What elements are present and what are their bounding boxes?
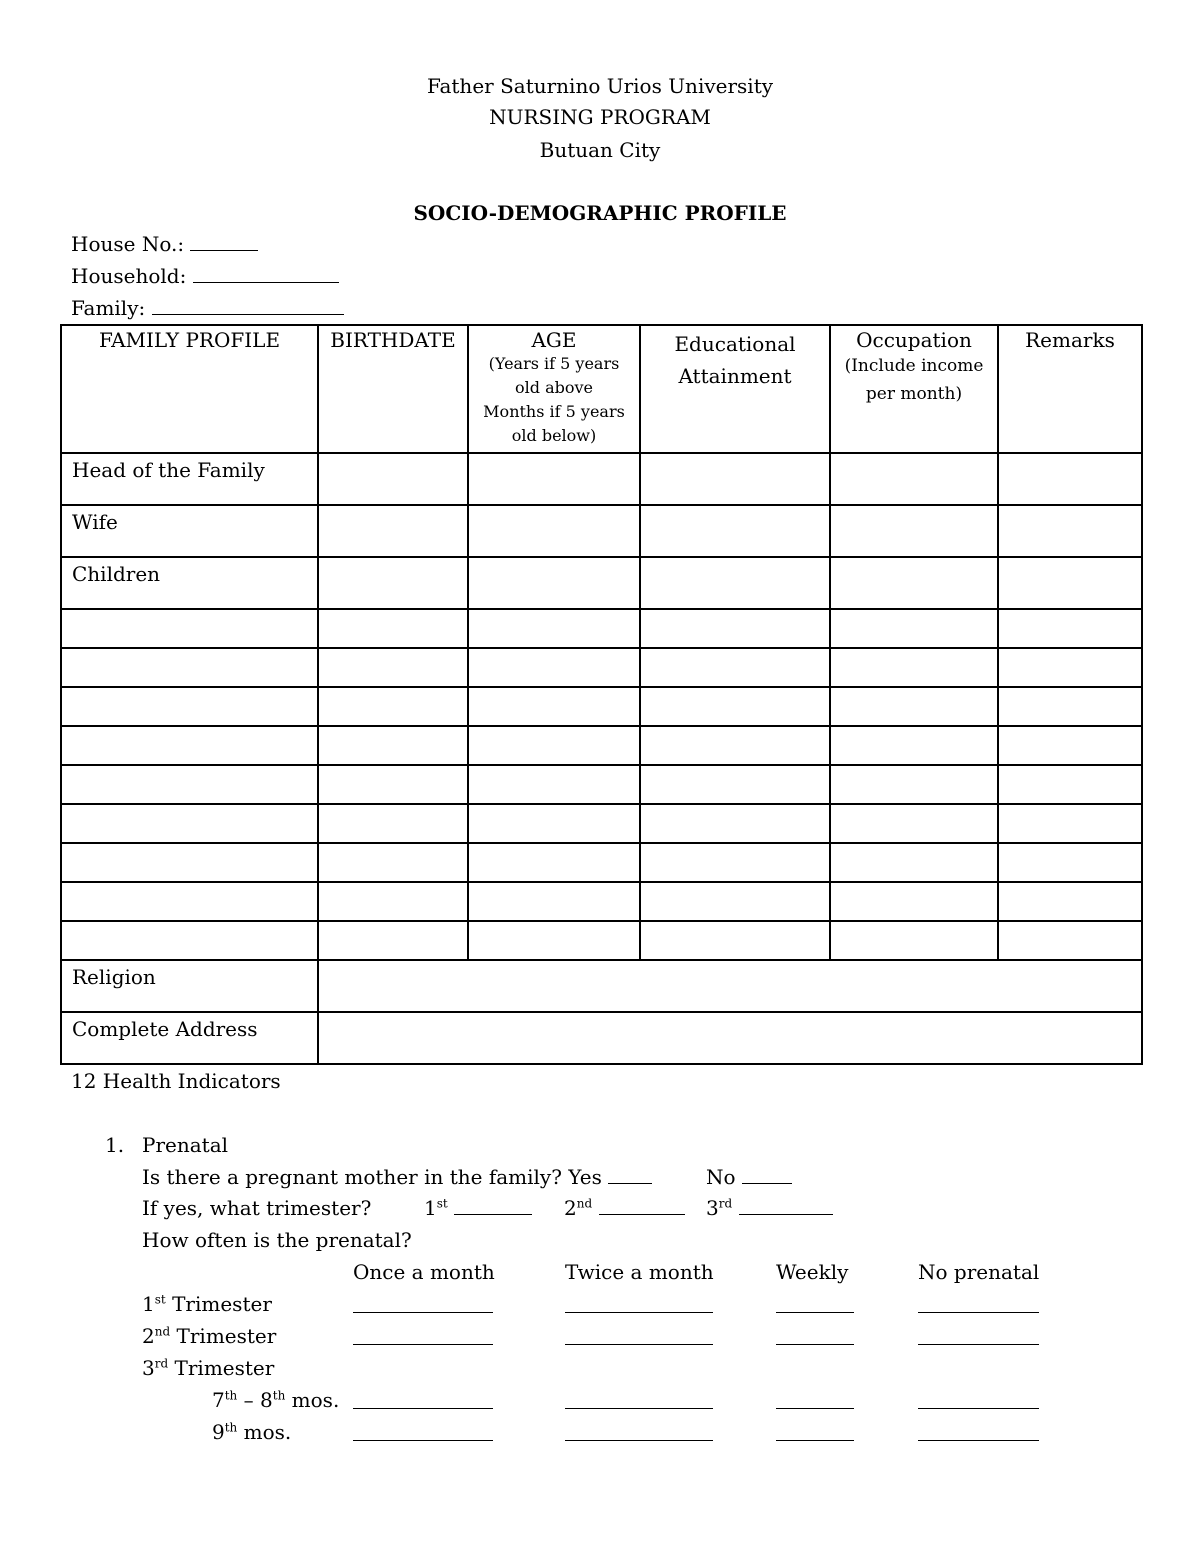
table-cell[interactable] xyxy=(318,505,468,557)
sup-nd: nd xyxy=(154,1324,171,1339)
table-cell[interactable] xyxy=(830,765,998,804)
blank-9-none[interactable] xyxy=(918,1422,1039,1441)
row-8-num: – 8 xyxy=(237,1388,273,1412)
table-cell[interactable] xyxy=(998,921,1142,960)
table-cell[interactable] xyxy=(998,557,1142,609)
row-7-num: 7 xyxy=(212,1388,225,1412)
yes-blank[interactable] xyxy=(608,1165,652,1184)
table-cell[interactable] xyxy=(318,921,468,960)
row-9-num: 9 xyxy=(212,1420,225,1444)
table-cell[interactable] xyxy=(640,648,830,687)
table-cell[interactable] xyxy=(318,882,468,921)
table-header-row xyxy=(61,325,1142,453)
blank-9-twice[interactable] xyxy=(565,1422,713,1441)
blank-1st-once[interactable] xyxy=(353,1294,493,1313)
row-head-label: Head of the Family xyxy=(61,453,318,505)
item-title: Prenatal xyxy=(142,1133,229,1157)
table-cell[interactable] xyxy=(998,505,1142,557)
table-cell[interactable] xyxy=(468,648,640,687)
indicators-title: 12 Health Indicators xyxy=(71,1069,281,1093)
col-once-month: Once a month xyxy=(353,1260,495,1284)
trimester-3rd-label: 3 xyxy=(706,1196,719,1220)
religion-cell[interactable] xyxy=(318,960,1142,1012)
family-field[interactable] xyxy=(71,296,344,320)
table-cell[interactable] xyxy=(640,726,830,765)
trimester-3rd xyxy=(706,1196,833,1220)
table-cell[interactable] xyxy=(998,453,1142,505)
table-cell[interactable] xyxy=(640,882,830,921)
row-9-suffix: mos. xyxy=(237,1420,292,1444)
table-cell[interactable] xyxy=(640,609,830,648)
household-label: Household: xyxy=(71,264,187,288)
item-number: 1. xyxy=(105,1133,125,1157)
table-row xyxy=(61,648,1142,687)
table-cell[interactable] xyxy=(468,609,640,648)
col-weekly: Weekly xyxy=(776,1260,849,1284)
table-cell[interactable] xyxy=(830,453,998,505)
pregnant-question xyxy=(142,1165,652,1189)
table-cell[interactable] xyxy=(61,804,318,843)
table-cell[interactable] xyxy=(468,843,640,882)
col-age-note-months: Months if 5 years old below) xyxy=(483,402,625,445)
table-row xyxy=(61,1012,1142,1064)
household-field[interactable] xyxy=(71,264,339,288)
col-occupation xyxy=(830,325,998,453)
table-cell[interactable] xyxy=(830,843,998,882)
table-cell[interactable] xyxy=(61,882,318,921)
row-address-label: Complete Address xyxy=(61,1012,318,1064)
table-cell[interactable] xyxy=(998,882,1142,921)
table-cell[interactable] xyxy=(830,609,998,648)
university-name: Father Saturnino Urios University xyxy=(426,74,774,98)
sup-st: st xyxy=(154,1292,166,1307)
col-age-label: AGE xyxy=(531,328,577,352)
col-no-prenatal: No prenatal xyxy=(918,1260,1040,1284)
table-cell[interactable] xyxy=(318,648,468,687)
trimester-2nd-label: 2 xyxy=(564,1196,577,1220)
trimester-2nd xyxy=(564,1196,685,1220)
table-cell[interactable] xyxy=(468,453,640,505)
row-1st-trimester xyxy=(142,1292,272,1316)
sup-th: th xyxy=(224,1420,238,1435)
col-age xyxy=(468,325,640,453)
table-cell[interactable] xyxy=(318,557,468,609)
row-religion-label: Religion xyxy=(61,960,318,1012)
family-label: Family: xyxy=(71,296,146,320)
blank-2nd-once[interactable] xyxy=(353,1326,493,1345)
table-cell[interactable] xyxy=(61,921,318,960)
table-cell[interactable] xyxy=(830,505,998,557)
frequency-question: How often is the prenatal? xyxy=(142,1228,412,1252)
table-cell[interactable] xyxy=(318,765,468,804)
table-cell[interactable] xyxy=(640,765,830,804)
table-cell[interactable] xyxy=(468,804,640,843)
table-cell[interactable] xyxy=(998,687,1142,726)
table-cell[interactable] xyxy=(998,804,1142,843)
blank-2nd-none[interactable] xyxy=(918,1326,1039,1345)
table-row xyxy=(61,557,1142,609)
trimester-3rd-blank[interactable] xyxy=(739,1196,833,1215)
table-cell[interactable] xyxy=(640,505,830,557)
table-cell[interactable] xyxy=(998,726,1142,765)
col-birthdate: BIRTHDATE xyxy=(318,325,468,453)
table-cell[interactable] xyxy=(998,609,1142,648)
trimester-1st xyxy=(424,1196,532,1220)
row-2nd-num: 2 xyxy=(142,1324,155,1348)
house-no-label: House No.: xyxy=(71,232,185,256)
col-twice-month: Twice a month xyxy=(565,1260,714,1284)
row-wife-label: Wife xyxy=(61,505,318,557)
table-row xyxy=(61,843,1142,882)
table-row xyxy=(61,960,1142,1012)
table-cell[interactable] xyxy=(61,726,318,765)
sup-rd: rd xyxy=(154,1356,169,1371)
row-children-label: Children xyxy=(61,557,318,609)
no-answer xyxy=(706,1165,792,1189)
row-7-8-months xyxy=(212,1388,339,1412)
form-title: SOCIO-DEMOGRAPHIC PROFILE xyxy=(413,201,787,225)
table-cell[interactable] xyxy=(318,726,468,765)
table-cell[interactable] xyxy=(830,882,998,921)
table-row xyxy=(61,609,1142,648)
table-row xyxy=(61,804,1142,843)
col-education: Educational Attainment xyxy=(640,325,830,453)
table-cell[interactable] xyxy=(468,882,640,921)
col-occupation-label: Occupation xyxy=(856,328,972,352)
table-cell[interactable] xyxy=(468,765,640,804)
address-cell[interactable] xyxy=(318,1012,1142,1064)
row-1st-num: 1 xyxy=(142,1292,155,1316)
house-no-blank[interactable] xyxy=(190,232,258,251)
sup-th: th xyxy=(224,1388,238,1403)
table-cell[interactable] xyxy=(468,726,640,765)
blank-1st-weekly[interactable] xyxy=(776,1294,854,1313)
blank-1st-twice[interactable] xyxy=(565,1294,713,1313)
table-cell[interactable] xyxy=(318,687,468,726)
row-3rd-label: Trimester xyxy=(174,1356,275,1380)
table-cell[interactable] xyxy=(468,921,640,960)
trimester-question: If yes, what trimester? xyxy=(142,1196,372,1220)
table-cell[interactable] xyxy=(640,843,830,882)
table-row xyxy=(61,882,1142,921)
table-cell[interactable] xyxy=(830,921,998,960)
row-3rd-trimester xyxy=(142,1356,274,1380)
trimester-1st-blank[interactable] xyxy=(454,1196,532,1215)
blank-78-once[interactable] xyxy=(353,1390,493,1409)
no-blank[interactable] xyxy=(742,1165,792,1184)
col-family-profile: FAMILY PROFILE xyxy=(61,325,318,453)
table-cell[interactable] xyxy=(998,648,1142,687)
blank-2nd-twice[interactable] xyxy=(565,1326,713,1345)
house-no-field[interactable] xyxy=(71,232,258,256)
table-cell[interactable] xyxy=(318,843,468,882)
row-7-8-suffix: mos. xyxy=(285,1388,340,1412)
blank-78-none[interactable] xyxy=(918,1390,1039,1409)
table-cell[interactable] xyxy=(830,687,998,726)
table-cell[interactable] xyxy=(468,557,640,609)
blank-78-twice[interactable] xyxy=(565,1390,713,1409)
row-1st-label: Trimester xyxy=(172,1292,272,1316)
table-cell[interactable] xyxy=(640,921,830,960)
sup-nd: nd xyxy=(576,1196,593,1211)
no-label: No xyxy=(706,1165,736,1189)
table-cell[interactable] xyxy=(318,609,468,648)
blank-1st-none[interactable] xyxy=(918,1294,1039,1313)
table-cell[interactable] xyxy=(318,804,468,843)
table-cell[interactable] xyxy=(640,453,830,505)
household-blank[interactable] xyxy=(193,264,339,283)
table-row xyxy=(61,453,1142,505)
col-occupation-note: (Include income per month) xyxy=(844,356,984,404)
sup-st: st xyxy=(436,1196,448,1211)
row-3rd-num: 3 xyxy=(142,1356,155,1380)
city-name: Butuan City xyxy=(539,138,661,162)
table-row xyxy=(61,921,1142,960)
blank-9-weekly[interactable] xyxy=(776,1422,854,1441)
table-cell[interactable] xyxy=(830,648,998,687)
table-cell[interactable] xyxy=(998,765,1142,804)
blank-78-weekly[interactable] xyxy=(776,1390,854,1409)
trimester-2nd-blank[interactable] xyxy=(599,1196,685,1215)
table-cell[interactable] xyxy=(318,453,468,505)
sup-th: th xyxy=(272,1388,286,1403)
trimester-1st-label: 1 xyxy=(424,1196,437,1220)
table-cell[interactable] xyxy=(61,609,318,648)
table-cell[interactable] xyxy=(640,804,830,843)
table-cell[interactable] xyxy=(998,843,1142,882)
table-cell[interactable] xyxy=(61,843,318,882)
table-cell[interactable] xyxy=(61,687,318,726)
table-row xyxy=(61,765,1142,804)
row-2nd-trimester xyxy=(142,1324,276,1348)
col-age-note-years: (Years if 5 years old above xyxy=(488,354,620,397)
table-row xyxy=(61,726,1142,765)
program-name: NURSING PROGRAM xyxy=(489,105,711,129)
table-cell[interactable] xyxy=(830,804,998,843)
family-blank[interactable] xyxy=(152,296,344,315)
col-remarks: Remarks xyxy=(998,325,1142,453)
table-cell[interactable] xyxy=(61,648,318,687)
table-row xyxy=(61,687,1142,726)
table-cell[interactable] xyxy=(830,726,998,765)
table-cell[interactable] xyxy=(640,557,830,609)
family-profile-table xyxy=(60,324,1143,1065)
table-cell[interactable] xyxy=(61,765,318,804)
row-2nd-label: Trimester xyxy=(176,1324,277,1348)
pregnant-question-text: Is there a pregnant mother in the family? Yes xyxy=(142,1165,602,1189)
table-cell[interactable] xyxy=(830,557,998,609)
table-cell[interactable] xyxy=(640,687,830,726)
sup-rd: rd xyxy=(718,1196,733,1211)
blank-9-once[interactable] xyxy=(353,1422,493,1441)
table-cell[interactable] xyxy=(468,505,640,557)
table-cell[interactable] xyxy=(468,687,640,726)
table-row xyxy=(61,505,1142,557)
blank-2nd-weekly[interactable] xyxy=(776,1326,854,1345)
row-9-months xyxy=(212,1420,291,1444)
